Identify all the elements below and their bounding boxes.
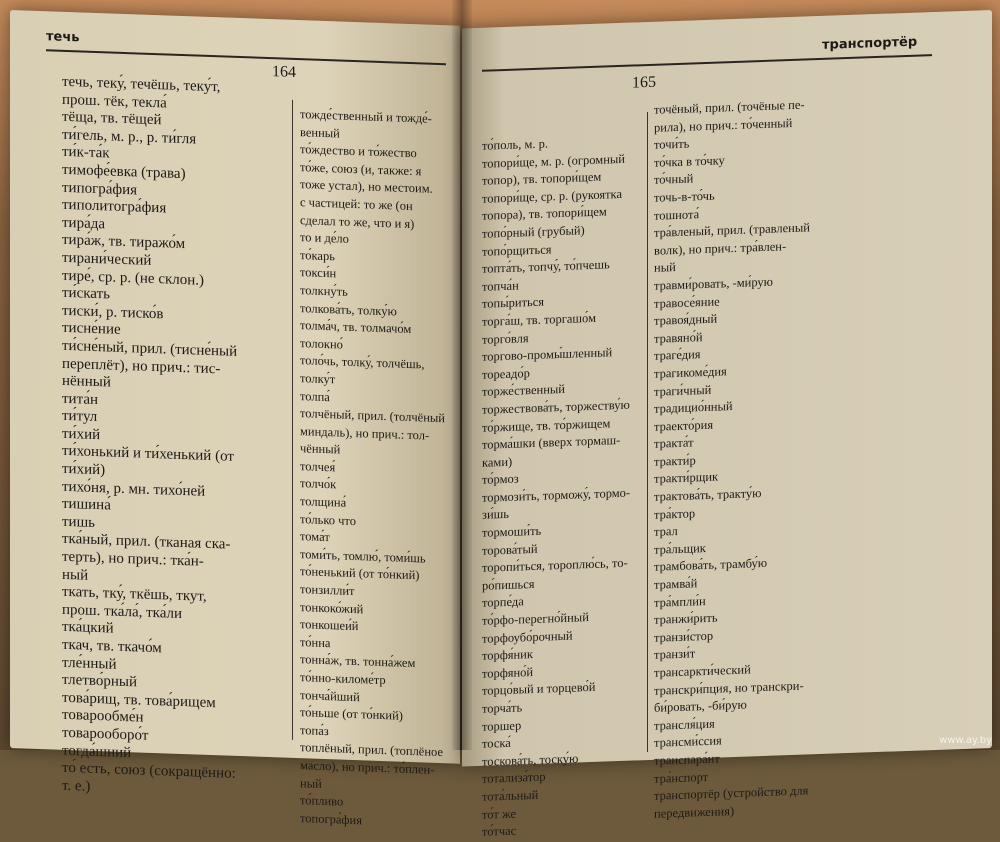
dictionary-entry-line: то и де́ло	[300, 230, 349, 246]
dictionary-entry-line: ти́сне́ный, прил. (тисне́ный	[62, 337, 238, 360]
dictionary-entry-line: рила), но прич.: то́ченный	[654, 115, 793, 135]
dictionary-entry-line: тореадо́р	[482, 365, 530, 382]
dictionary-entry-line: миндаль), но прич.: тол-	[300, 423, 430, 443]
dictionary-entry-line: тоскова́ть, тоску́ю	[482, 751, 579, 769]
dictionary-entry-line: тракта́т	[654, 435, 694, 452]
dictionary-entry-line: топо́рщиться	[482, 241, 552, 259]
dictionary-entry-line: сделал то же, что и я)	[300, 212, 415, 231]
left-header-rule	[46, 49, 446, 65]
dictionary-entry-line: томи́ть, томлю́, томи́шь	[300, 546, 426, 566]
dictionary-entry-line: трансаркти́ческий	[654, 662, 751, 680]
dictionary-entry-line: тормоши́ть	[482, 523, 542, 540]
dictionary-entry-line: тонча́йший	[300, 687, 360, 704]
dictionary-entry-line: тире́, ср. р. (не склон.)	[62, 267, 205, 289]
left-column-1	[62, 74, 237, 801]
dictionary-entry-line: ро́пишься	[482, 576, 535, 593]
dictionary-entry-line: тира́ж, тв. тиражо́м	[62, 232, 186, 253]
dictionary-entry-line: торго́вля	[482, 330, 529, 347]
dictionary-entry-line: нённый	[62, 372, 111, 391]
dictionary-entry-line: трансми́ссия	[654, 733, 722, 751]
dictionary-entry-line: толчёный, прил. (толчёный	[300, 406, 445, 426]
dictionary-entry-line: тоже устал), но местоим.	[300, 177, 433, 197]
dictionary-entry-line: ти́тул	[62, 408, 98, 426]
dictionary-entry-line: транскри́пция, но транскри-	[654, 678, 804, 698]
dictionary-entry-line: трамва́й	[654, 576, 698, 592]
dictionary-entry-line: товарооборо́т	[62, 724, 149, 744]
left-page-number: 164	[272, 63, 296, 81]
dictionary-entry-line: токси́н	[300, 265, 337, 281]
dictionary-entry-line: с частицей: то же (он	[300, 195, 413, 214]
dictionary-entry-line: топлёный, прил. (топлёное	[300, 740, 443, 760]
right-column-divider	[647, 112, 648, 752]
dictionary-entry-line: транжи́рить	[654, 610, 718, 628]
dictionary-entry-line: травосе́яние	[654, 294, 720, 311]
dictionary-entry-line: толпа́	[300, 388, 330, 404]
dictionary-entry-line: ти́к-та́к	[62, 144, 110, 162]
dictionary-entry-line: торча́ть	[482, 700, 523, 716]
dictionary-entry-line: зи́шь	[482, 507, 509, 523]
dictionary-entry-line: то́чный	[654, 171, 694, 188]
left-running-head: течь	[46, 29, 80, 46]
dictionary-entry-line: торова́тый	[482, 541, 538, 558]
dictionary-entry-line: топа́з	[300, 722, 329, 738]
dictionary-entry-line: переплёт), но прич.: тис-	[62, 355, 221, 377]
dictionary-entry-line: тра́нспорт	[654, 769, 709, 786]
dictionary-entry-line: тракти́рщик	[654, 470, 719, 487]
dictionary-entry-line: толокно́	[300, 335, 343, 352]
dictionary-entry-line: то́поль, м. р.	[482, 136, 549, 153]
dictionary-entry-line: торга́ш, тв. торгашо́м	[482, 310, 596, 329]
dictionary-entry-line: топча́н	[482, 278, 519, 294]
dictionary-entry-line: траге́дия	[654, 347, 701, 364]
dictionary-entry-line: то́карь	[300, 247, 335, 264]
dictionary-entry-line: масло), но прич.: то́плен-	[300, 758, 435, 777]
dictionary-entry-line: торма́шки (вверх тормаш-	[482, 433, 621, 452]
dictionary-entry-line: топта́ть, топчу́, то́пчешь	[482, 257, 610, 276]
dictionary-entry-line: транспара́нт	[654, 751, 720, 768]
dictionary-entry-line: то́ждество и то́жество	[300, 142, 417, 161]
dictionary-entry-line: траги́чный	[654, 382, 712, 399]
dictionary-entry-line: то́тчас	[482, 823, 517, 839]
dictionary-entry-line: тра́ктор	[654, 506, 696, 522]
dictionary-entry-line: то́ньше (от то́нкий)	[300, 705, 403, 723]
dictionary-entry-line: традицио́нный	[654, 399, 733, 416]
dictionary-entry-line: топора), тв. топори́щем	[482, 204, 607, 224]
dictionary-entry-line: т. е.)	[62, 777, 91, 795]
watermark: www.ay.by	[939, 735, 992, 746]
dictionary-entry-line: то́нно-киломе́тр	[300, 670, 386, 688]
dictionary-entry-line: тирани́ческий	[62, 249, 152, 269]
dictionary-entry-line: то́рмоз	[482, 471, 519, 488]
dictionary-entry-line: то́т же	[482, 806, 516, 822]
dictionary-entry-line: венный	[300, 124, 340, 141]
right-running-head: транспортёр	[822, 34, 918, 53]
dictionary-entry-line: типогра́фия	[62, 179, 138, 199]
right-page	[462, 10, 992, 839]
dictionary-entry-line: то́нна	[300, 634, 331, 651]
dictionary-entry-line: прош. тёк, текла́	[62, 91, 167, 112]
dictionary-entry-line: тота́льный	[482, 787, 539, 804]
dictionary-entry-line: травяно́й	[654, 329, 703, 346]
dictionary-entry-line: трансля́ция	[654, 716, 715, 733]
dictionary-entry-line: ный	[300, 775, 322, 791]
dictionary-entry-line: торпе́да	[482, 594, 524, 611]
dictionary-entry-line: ти́скать	[62, 284, 110, 303]
dictionary-entry-line: тишь	[62, 513, 95, 531]
dictionary-entry-line: тка́ный, прил. (тканая ска-	[62, 531, 231, 554]
dictionary-entry-line: топы́риться	[482, 294, 545, 312]
dictionary-entry-line: транзи́стор	[654, 628, 714, 645]
dictionary-entry-line: топори́ще, м. р. (огромный	[482, 151, 625, 171]
dictionary-entry-line: ный	[62, 566, 89, 584]
dictionary-entry-line: товарообме́н	[62, 707, 144, 727]
dictionary-entry-line: торцо́вый и торцево́й	[482, 680, 596, 699]
dictionary-entry-line: травоя́дный	[654, 311, 718, 328]
dictionary-entry-line: типолитогра́фия	[62, 196, 167, 217]
dictionary-entry-line: трамбова́ть, трамбу́ю	[654, 556, 768, 575]
dictionary-entry-line: тита́н	[62, 390, 99, 408]
right-column-1	[482, 133, 630, 842]
dictionary-entry-line: толчо́к	[300, 476, 337, 492]
dictionary-entry-line: тихо́ня, р. мн. тихо́ней	[62, 478, 206, 500]
dictionary-entry-line: топогра́фия	[300, 810, 362, 828]
dictionary-entry-line: топори́ще, ср. р. (рукоятка	[482, 186, 622, 206]
dictionary-entry-line: ткач, тв. ткачо́м	[62, 636, 162, 657]
dictionary-entry-line: толчея́	[300, 459, 336, 475]
dictionary-entry-line: ткать, тку́, ткёшь, ткут,	[62, 584, 207, 606]
dictionary-entry-line: тёща, тв. тёщей	[62, 109, 162, 129]
dictionary-entry-line: торопи́ться, тороплю́сь, то-	[482, 555, 628, 576]
right-header-rule	[482, 54, 932, 72]
dictionary-entry-line: трал	[654, 524, 678, 540]
dictionary-entry-line: то́рфо-перегно́йный	[482, 610, 589, 628]
right-page-number: 165	[632, 73, 656, 92]
dictionary-entry-line: тиски́, р. тиско́в	[62, 302, 164, 323]
dictionary-entry-line: транспортёр (устройство для	[654, 783, 809, 803]
dictionary-entry-line: прош. тка́ла́, тка́ли	[62, 601, 183, 622]
dictionary-entry-line: торжествова́ть, торжеству́ю	[482, 397, 630, 417]
dictionary-entry-line: толщина́	[300, 494, 347, 510]
dictionary-entry-line: толкова́ть, толку́ю	[300, 300, 397, 319]
dictionary-entry-line: толма́ч, тв. толмачо́м	[300, 318, 412, 337]
dictionary-entry-line: тонзилли́т	[300, 582, 355, 599]
dictionary-entry-line: трагикоме́дия	[654, 364, 727, 381]
dictionary-entry-line: то́ненький (от то́нкий)	[300, 564, 420, 583]
dictionary-entry-line: то́ есть, союз (сокращённо:	[62, 759, 236, 783]
dictionary-entry-line: торшер	[482, 718, 522, 734]
dictionary-entry-line: течь, теку́, течёшь, теку́т,	[62, 73, 221, 96]
dictionary-entry-line: тонна́ж, тв. тонна́жем	[300, 652, 416, 671]
dictionary-entry-line: тоска́	[482, 735, 511, 751]
dictionary-entry-line: передвижения)	[654, 803, 735, 821]
dictionary-entry-line: ти́хонький и ти́хенький (от	[62, 443, 234, 466]
dictionary-entry-line: точи́ть	[654, 136, 690, 152]
dictionary-entry-line: чённый	[300, 441, 341, 457]
dictionary-entry-line: волк), но прич.: тра́влен-	[654, 238, 787, 258]
dictionary-entry-line: толкну́ть	[300, 283, 348, 299]
dictionary-entry-line: тишина́	[62, 496, 111, 514]
left-column-2	[300, 106, 445, 832]
dictionary-entry-line: тлетво́рный	[62, 672, 137, 691]
dictionary-entry-line: точёный, прил. (точёные пе-	[654, 97, 805, 117]
dictionary-entry-line: тракти́р	[654, 453, 696, 469]
dictionary-entry-line: топор), тв. топори́щем	[482, 169, 602, 188]
dictionary-entry-line: трактова́ть, тракту́ю	[654, 486, 762, 504]
dictionary-entry-line: тожде́ственный и тожде́-	[300, 107, 432, 126]
dictionary-entry-line: тимофе́евка (трава)	[62, 161, 186, 183]
dictionary-entry-line: тисне́ние	[62, 320, 121, 339]
dictionary-entry-line: тонкоко́жий	[300, 599, 364, 616]
dictionary-entry-line: травми́ровать, -ми́рую	[654, 274, 774, 293]
dictionary-entry-line: толку́т	[300, 371, 336, 387]
dictionary-entry-line: ками)	[482, 454, 513, 470]
dictionary-entry-line: тошнота́	[654, 206, 700, 223]
dictionary-entry-line: торгово-промы́шленный	[482, 345, 613, 364]
dictionary-entry-line: тра́льщик	[654, 540, 706, 557]
dictionary-entry-line: тка́цкий	[62, 619, 114, 638]
dictionary-entry-line: тра́мпли́н	[654, 593, 706, 610]
dictionary-entry-line: топо́рный (грубый)	[482, 223, 585, 241]
dictionary-entry-line: то́же, союз (и, также: я	[300, 159, 422, 179]
left-page	[10, 10, 460, 828]
dictionary-entry-line: то́чка в то́чку	[654, 153, 725, 170]
dictionary-entry-line: то́ржище, тв. то́ржищем	[482, 415, 611, 435]
right-column-2	[654, 96, 810, 823]
dictionary-entry-line: транзи́т	[654, 646, 696, 663]
book-gutter	[452, 0, 472, 750]
dictionary-entry-line: това́рищ, тв. това́рищем	[62, 689, 216, 711]
dictionary-entry-line: торфоубо́рочный	[482, 628, 573, 646]
dictionary-entry-line: тра́вленый, прил. (травленый	[654, 220, 810, 240]
dictionary-entry-line: ти́гель, м. р., р. ти́гля	[62, 126, 197, 148]
dictionary-entry-line: траекто́рия	[654, 417, 714, 434]
dictionary-entry-line: тотализа́тор	[482, 769, 546, 787]
dictionary-entry-line: ти́хий	[62, 425, 101, 444]
dictionary-entry-line: тира́да	[62, 214, 106, 233]
dictionary-entry-line: толо́чь, толку́, толчёшь,	[300, 353, 425, 372]
left-column-divider	[292, 100, 293, 740]
dictionary-entry-line: торфя́ник	[482, 647, 533, 664]
dictionary-entry-line: тома́т	[300, 529, 330, 545]
dictionary-entry-line: точь-в-то́чь	[654, 188, 715, 205]
dictionary-entry-line: торфяно́й	[482, 664, 534, 681]
dictionary-entry-line: тогда́шний	[62, 742, 132, 761]
dictionary-entry-line: торже́ственный	[482, 382, 565, 400]
dictionary-entry-line: тонкошеи́й	[300, 617, 359, 634]
dictionary-entry-line: то́лько что	[300, 511, 356, 528]
dictionary-entry-line: тормози́ть, торможу́, тормо-	[482, 485, 631, 505]
dictionary-entry-line: терть), но прич.: тка́н-	[62, 548, 204, 570]
dictionary-entry-line: тле́нный	[62, 654, 117, 673]
dictionary-entry-line: ный	[654, 260, 676, 276]
dictionary-entry-line: би́ровать, -би́рую	[654, 697, 747, 715]
dictionary-entry-line: то́пливо	[300, 793, 344, 809]
dictionary-entry-line: ти́хий)	[62, 460, 106, 479]
